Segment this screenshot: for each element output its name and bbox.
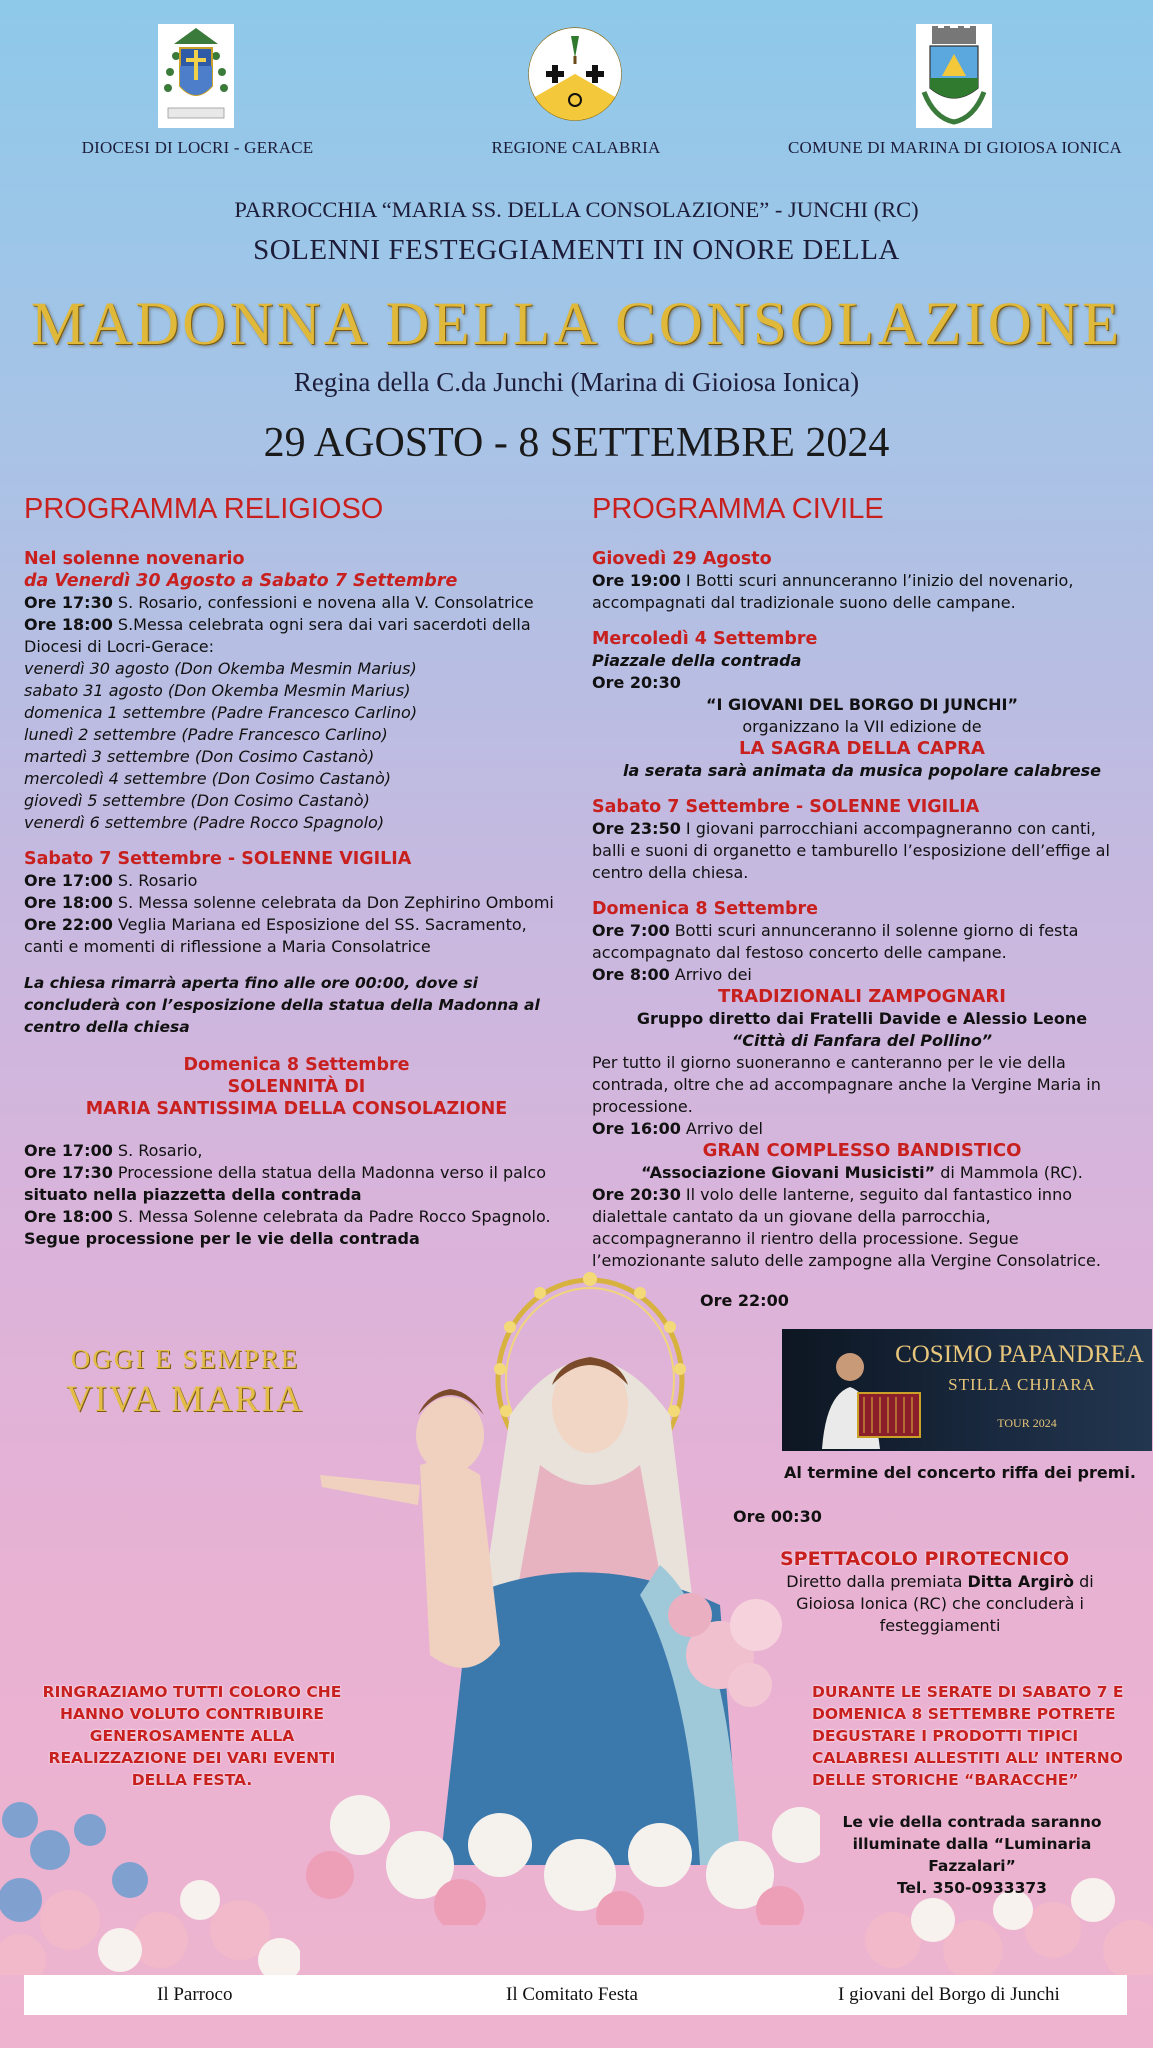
vigilia-line-1: Ore 17:00 S. Rosario <box>24 871 198 890</box>
sabato-heading: Sabato 7 Settembre - SOLENNE VIGILIA <box>592 797 980 817</box>
domenica-date: Domenica 8 Settembre <box>183 1055 410 1075</box>
novenario-dates: da Venerdì 30 Agosto a Sabato 7 Settembre <box>24 571 458 591</box>
list-item: martedì 3 settembre (Don Cosimo Castanò) <box>24 747 375 766</box>
zampognari-title: TRADIZIONALI ZAMPOGNARI <box>718 986 1006 1007</box>
domenica-line-1: Ore 17:00 S. Rosario, <box>24 1141 203 1160</box>
luminaria-phone: Tel. 350-0933373 <box>897 1879 1047 1897</box>
festival-dates: 29 AGOSTO - 8 SETTEMBRE 2024 <box>263 420 890 466</box>
riffa-note: Al termine del concerto riffa dei premi. <box>784 1463 1136 1482</box>
domenica-civile-line-2: Ore 8:00 Arrivo dei <box>592 965 752 984</box>
chiesa-note: La chiesa rimarrà aperta fino alle ore 00:00, dove si concluderà con l’esposizione della statua della Madonna al centro della chiesa <box>24 974 540 1036</box>
footer-bar <box>24 1975 1127 2015</box>
domenica-civile-line-4: Ore 20:30 Il volo delle lanterne, seguito dal fantastico inno dialettale cantato da un giovane della parrocchia, accompagneranno il rientro della processione. Segue l’emozionante saluto delle zampogne alla Vergine Consolatrice. <box>592 1185 1101 1270</box>
logo-regione <box>526 22 624 126</box>
ore-0030: Ore 00:30 <box>733 1507 822 1526</box>
footer-giovani: I giovani del Borgo di Junchi <box>838 1984 1060 2005</box>
sabato-line: Ore 23:50 I giovani parrocchiani accompagneranno con canti, balli e suoni di organetto e tamburello l’esposizione dell’effige al centro della chiesa. <box>592 819 1110 882</box>
vigilia-line-3: Ore 22:00 Veglia Mariana ed Esposizione del SS. Sacramento, canti e momenti di riflessione a Maria Consolatrice <box>24 915 527 956</box>
zampognari-text: Per tutto il giorno suoneranno e canteranno per le vie della contrada, oltre che ad accompagnare anche la Vergine Maria in processione. <box>592 1053 1101 1116</box>
domenica-civile-line-1: Ore 7:00 Botti scuri annunceranno il solenne giorno di festa accompagnato dal festoso concerto delle campane. <box>592 921 1079 962</box>
zampognari-group: Gruppo diretto dai Fratelli Davide e Alessio Leone <box>636 1009 1088 1028</box>
list-item: giovedì 5 settembre (Don Cosimo Castanò) <box>24 791 370 810</box>
list-item: venerdì 6 settembre (Padre Rocco Spagnolo) <box>24 813 385 832</box>
giovani-borgo: “I GIOVANI DEL BORGO DI JUNCHI” <box>705 695 1019 714</box>
pirotecnico-title: SPETTACOLO PIROTECNICO <box>780 1548 1070 1570</box>
domenica-civile-line-3: Ore 16:00 Arrivo del <box>592 1119 763 1138</box>
list-item: domenica 1 settembre (Padre Francesco Carlino) <box>24 703 418 722</box>
logo-comune <box>914 22 994 130</box>
viva-maria-line-2: VIVA MARIA <box>65 1379 305 1420</box>
list-item: venerdì 30 agosto (Don Okemba Mesmin Marius) <box>24 659 417 678</box>
vigilia-line-2: Ore 18:00 S. Messa solenne celebrata da Don Zephirino Ombomi <box>24 893 554 912</box>
celebrants-list <box>24 658 569 834</box>
footer-comitato: Il Comitato Festa <box>506 1984 638 2005</box>
sagra-title: LA SAGRA DELLA CAPRA <box>739 738 985 759</box>
concert-artist: COSIMO PAPANDREA <box>895 1341 1144 1368</box>
religioso-column <box>24 548 569 1250</box>
bandistico-title: GRAN COMPLESSO BANDISTICO <box>702 1140 1022 1161</box>
solennita-label: SOLENNITÀ DI <box>227 1077 366 1097</box>
regina-subtitle: Regina della C.da Junchi (Marina di Gioiosa Ionica) <box>293 367 860 397</box>
zampognari-fanfara: “Città di Fanfara del Pollino” <box>731 1031 993 1050</box>
sagra-intro: organizzano la VII edizione de <box>742 717 982 736</box>
bandistico-assoc: “Associazione Giovani Musicisti” di Mammola (RC). <box>641 1163 1083 1182</box>
domenica-line-3: Ore 18:00 S. Messa Solenne celebrata da Padre Rocco Spagnolo. <box>24 1207 551 1226</box>
footer-parroco: Il Parroco <box>157 1984 233 2005</box>
domenica-civile-heading: Domenica 8 Settembre <box>592 899 818 919</box>
novena-line: Ore 17:30 S. Rosario, confessioni e novena alla V. Consolatrice <box>24 593 534 612</box>
list-item: lunedì 2 settembre (Padre Francesco Carlino) <box>24 725 388 744</box>
calabria-emblem-icon <box>526 22 624 126</box>
civile-column <box>592 548 1132 1272</box>
solennita-name: MARIA SANTISSIMA DELLA CONSOLAZIONE <box>85 1099 508 1119</box>
mercoledi-time: Ore 20:30 <box>592 673 681 692</box>
municipal-coat-of-arms-icon <box>914 22 994 130</box>
list-item: sabato 31 agosto (Don Okemba Mesmin Marius) <box>24 681 411 700</box>
logo-caption-comune: COMUNE DI MARINA DI GIOIOSA IONICA <box>787 138 1123 157</box>
concert-banner <box>782 1329 1152 1451</box>
concert-tour: TOUR 2024 <box>997 1416 1057 1430</box>
viva-maria-line-1: OGGI E SEMPRE <box>70 1344 300 1374</box>
giovedi-heading: Giovedì 29 Agosto <box>592 549 772 569</box>
domenica-line-2b: situato nella piazzetta della contrada <box>24 1185 362 1204</box>
novenario-heading: Nel solenne novenario <box>24 549 245 569</box>
diocese-coat-of-arms-icon <box>156 22 236 130</box>
list-item: mercoledì 4 settembre (Don Cosimo Castanò) <box>24 769 391 788</box>
sagra-music: la serata sarà animata da musica popolare calabrese <box>622 761 1102 780</box>
header-subtitle: SOLENNI FESTEGGIAMENTI IN ONORE DELLA <box>253 234 900 266</box>
vigilia-heading: Sabato 7 Settembre - SOLENNE VIGILIA <box>24 849 412 869</box>
domenica-heading <box>24 1054 569 1120</box>
logo-caption-diocese: DIOCESI DI LOCRI - GERACE <box>81 138 314 157</box>
logo-caption-regione: REGIONE CALABRIA <box>491 138 661 157</box>
domenica-line-2: Ore 17:30 Processione della statua della Madonna verso il palco <box>24 1163 547 1182</box>
parish-name: PARROCCHIA “MARIA SS. DELLA CONSOLAZIONE” - JUNCHI (RC) <box>234 197 919 222</box>
pirotecnico-text: Diretto dalla premiata Ditta Argirò di Gioiosa Ionica (RC) che concluderà i festeggiamenti <box>786 1572 1094 1635</box>
thanks-note: RINGRAZIAMO TUTTI COLORO CHE HANNO VOLUTO CONTRIBUIRE GENEROSAMENTE ALLA REALIZZAZIONE DEI VARI EVENTI DELLA FESTA. <box>42 1683 342 1789</box>
logo-diocese <box>156 22 236 130</box>
flowers-left-image <box>0 1790 300 1975</box>
baracche-note: DURANTE LE SERATE DI SABATO 7 E DOMENICA 8 SETTEMBRE POTRETE DEGUSTARE I PRODOTTI TIPICI CALABRESI ALLESTITI ALL’ INTERNO DELLE STORICHE “BARACCHE” <box>812 1683 1124 1789</box>
messa-line: Ore 18:00 S.Messa celebrata ogni sera dai vari sacerdoti della Diocesi di Locri-Gerace: <box>24 615 531 656</box>
ore-22: Ore 22:00 <box>700 1291 789 1310</box>
giovedi-line: Ore 19:00 I Botti scuri annunceranno l’inizio del novenario, accompagnati dal tradizionale suono delle campane. <box>592 571 1074 612</box>
luminaria-line-2: illuminate dalla “Luminaria Fazzalari” <box>852 1835 1092 1875</box>
mercoledi-place: Piazzale della contrada <box>592 651 802 670</box>
concert-album: STILLA CHJIARA <box>948 1375 1096 1394</box>
madonna-statue-image <box>300 1265 820 1925</box>
mercoledi-heading: Mercoledì 4 Settembre <box>592 629 818 649</box>
religioso-heading: PROGRAMMA RELIGIOSO <box>24 493 384 525</box>
luminaria-note <box>822 1811 1122 1899</box>
domenica-line-4: Segue processione per le vie della contrada <box>24 1229 420 1248</box>
main-title: MADONNA DELLA CONSOLAZIONE <box>30 291 1123 358</box>
civile-heading: PROGRAMMA CIVILE <box>592 493 884 525</box>
luminaria-line-1: Le vie della contrada saranno <box>842 1813 1102 1831</box>
